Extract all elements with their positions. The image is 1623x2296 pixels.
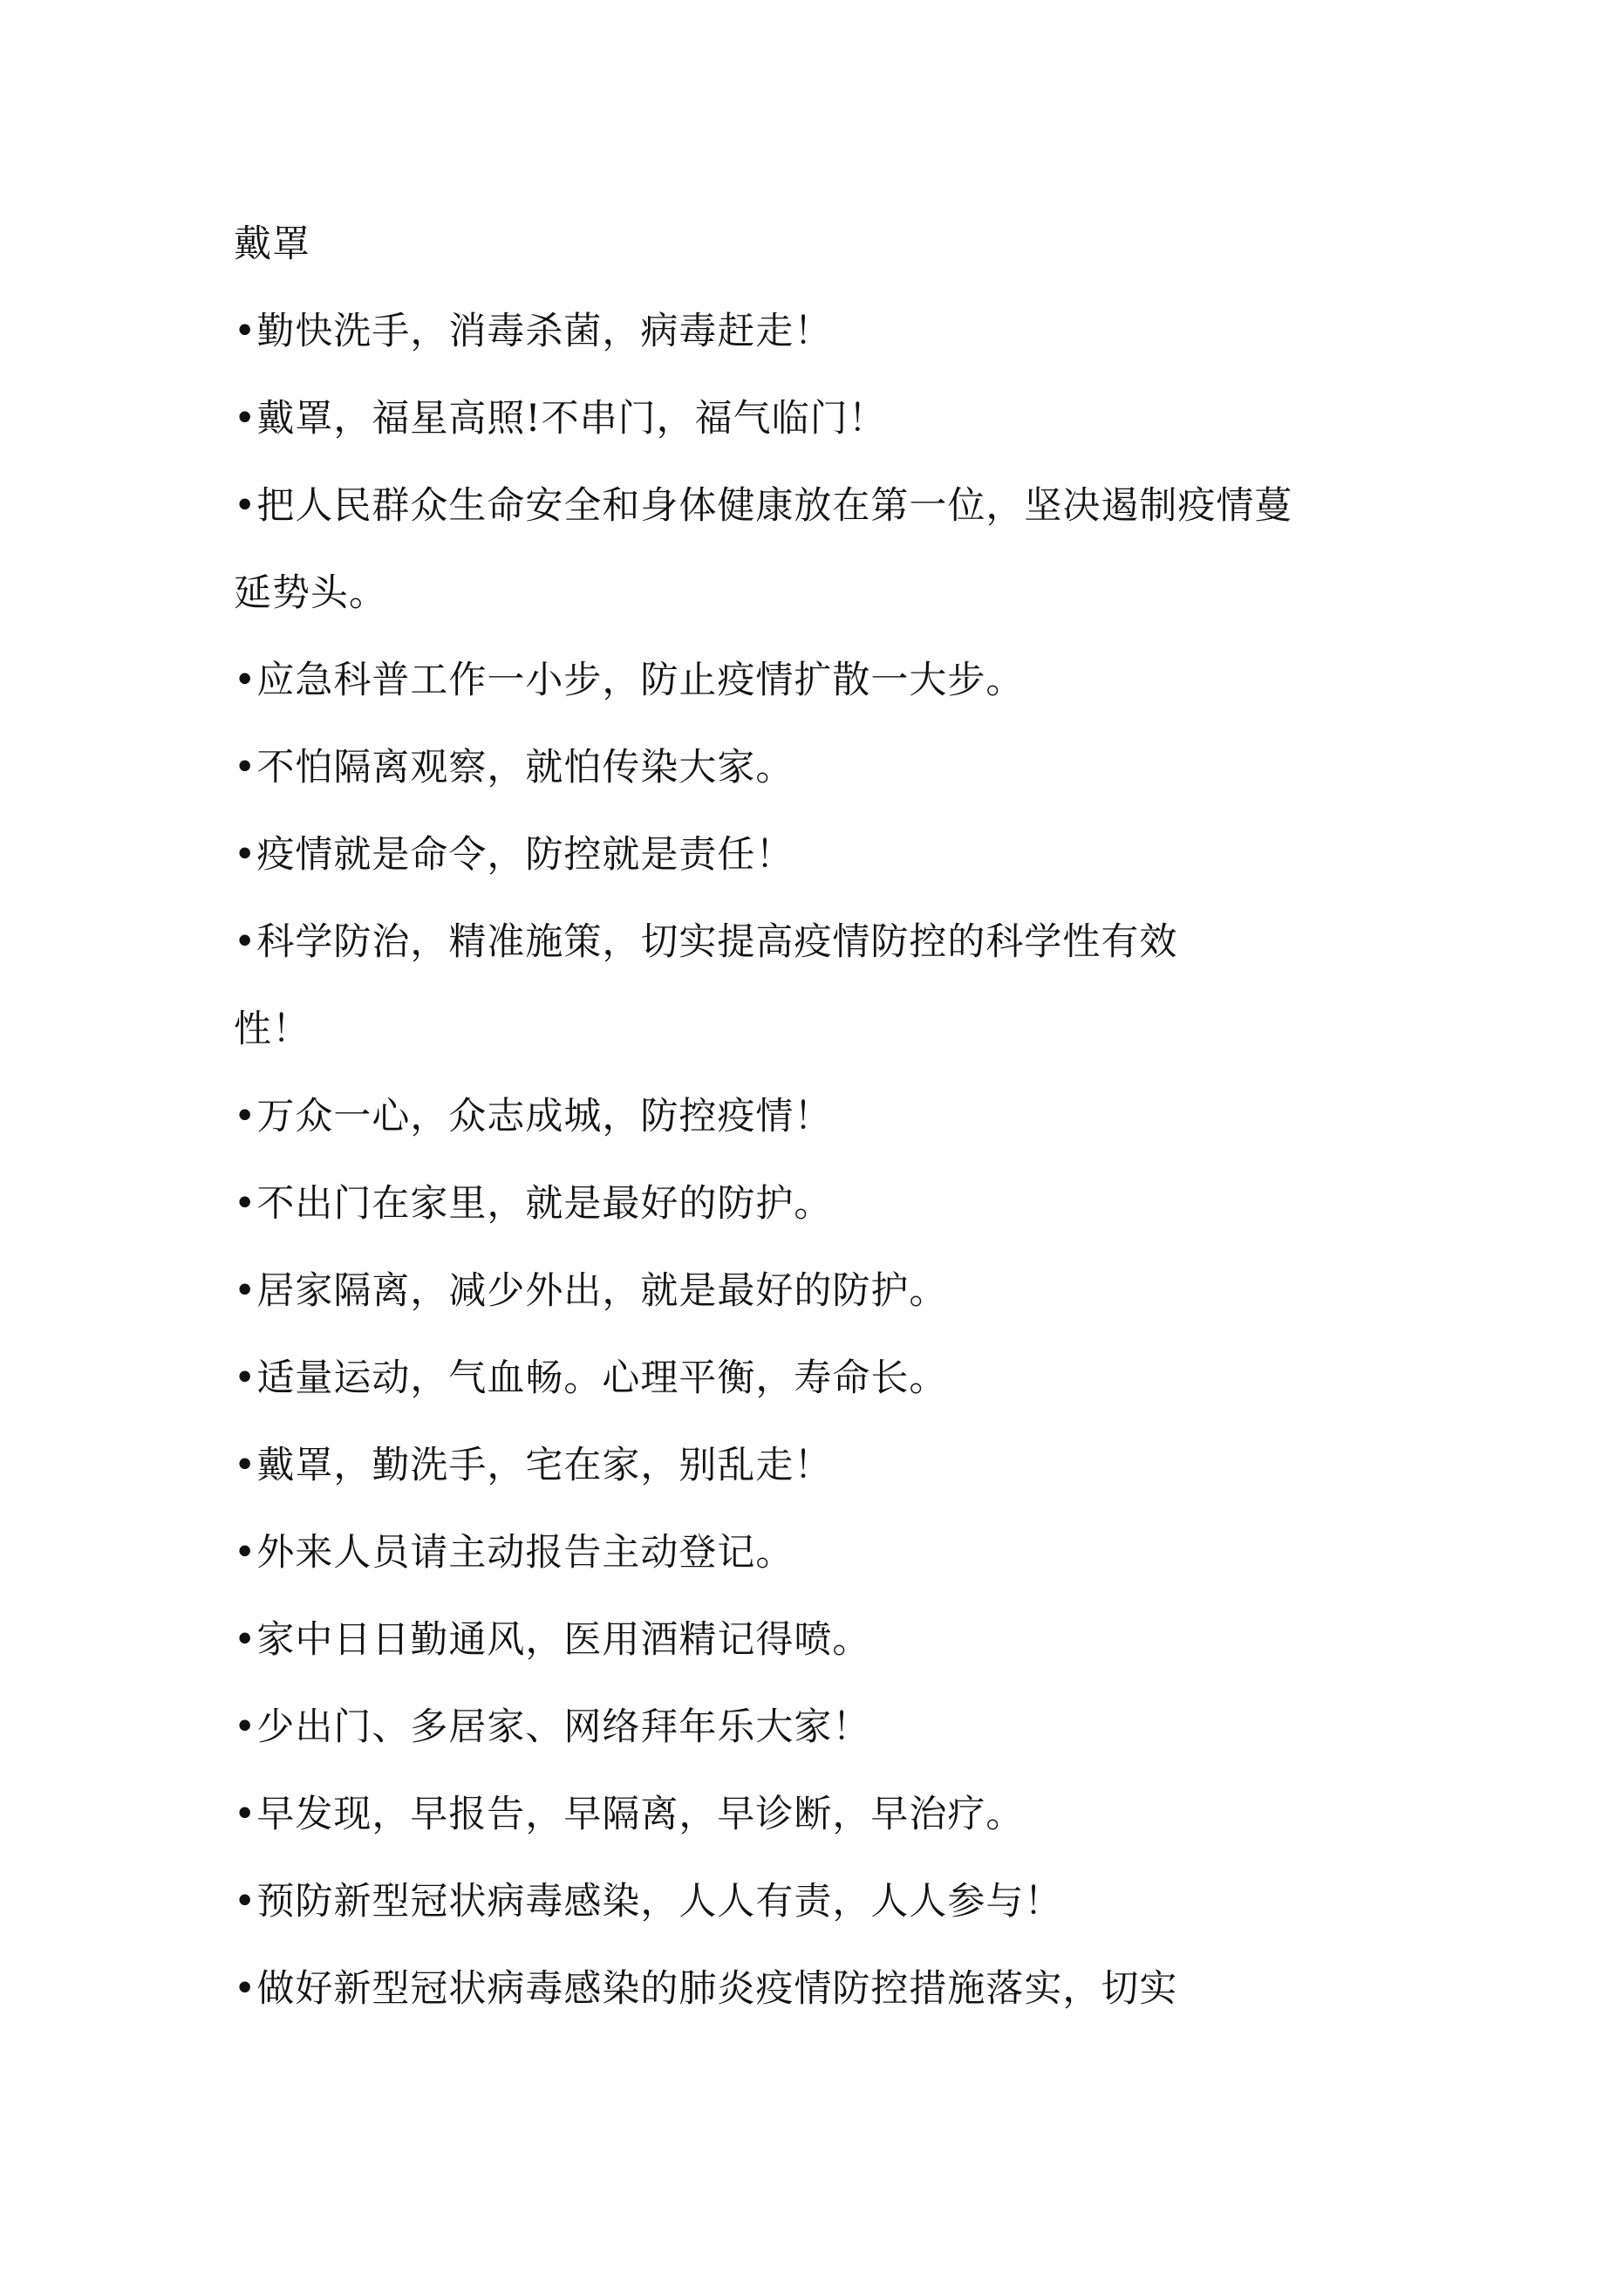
text-line: •家中日日勤通风，医用酒精记得喷。 <box>234 1618 871 1662</box>
text-line: •疫情就是命令，防控就是责任！ <box>234 833 794 877</box>
text-line: •外来人员请主动报告主动登记。 <box>234 1531 794 1575</box>
text-line: •做好新型冠状病毒感染的肺炎疫情防控措施落实，切实 <box>234 1967 1178 2011</box>
text-line: •预防新型冠状病毒感染，人人有责，人人参与！ <box>234 1880 1063 1924</box>
text-line: •少出门、多居家、网络拜年乐大家！ <box>234 1705 871 1749</box>
document-body <box>234 201 1407 2033</box>
text-line: •不出门在家里，就是最好的防护。 <box>234 1182 833 1226</box>
text-line: •勤快洗手，消毒杀菌，病毒赶走！ <box>234 310 833 353</box>
text-line: •应急科普工作一小步，防止疫情扩散一大步。 <box>234 659 1025 702</box>
text-line: •万众一心，众志成城，防控疫情！ <box>234 1095 833 1138</box>
text-line: •戴罩，勤洗手，宅在家，别乱走！ <box>234 1444 833 1487</box>
text-line: 戴罩 <box>234 222 310 266</box>
text-line: •不怕隔离观察，就怕传染大家。 <box>234 746 794 789</box>
text-line: •戴罩，福星高照!不串门，福气临门！ <box>234 397 887 441</box>
text-line: •科学防治，精准施策，切实提高疫情防控的科学性有效 <box>234 920 1178 964</box>
text-line: •居家隔离，减少外出，就是最好的防护。 <box>234 1269 948 1313</box>
text-line: 延势头。 <box>234 571 387 615</box>
text-line: •把人民群众生命安全和身体健康放在第一位，坚决遏制疫情蔓 <box>234 484 1293 528</box>
text-line: •适量运动，气血畅。心理平衡，寿命长。 <box>234 1356 948 1400</box>
text-line: •早发现，早报告，早隔离，早诊断，早治疗。 <box>234 1793 1025 1836</box>
text-line: 性！ <box>234 1008 310 1051</box>
